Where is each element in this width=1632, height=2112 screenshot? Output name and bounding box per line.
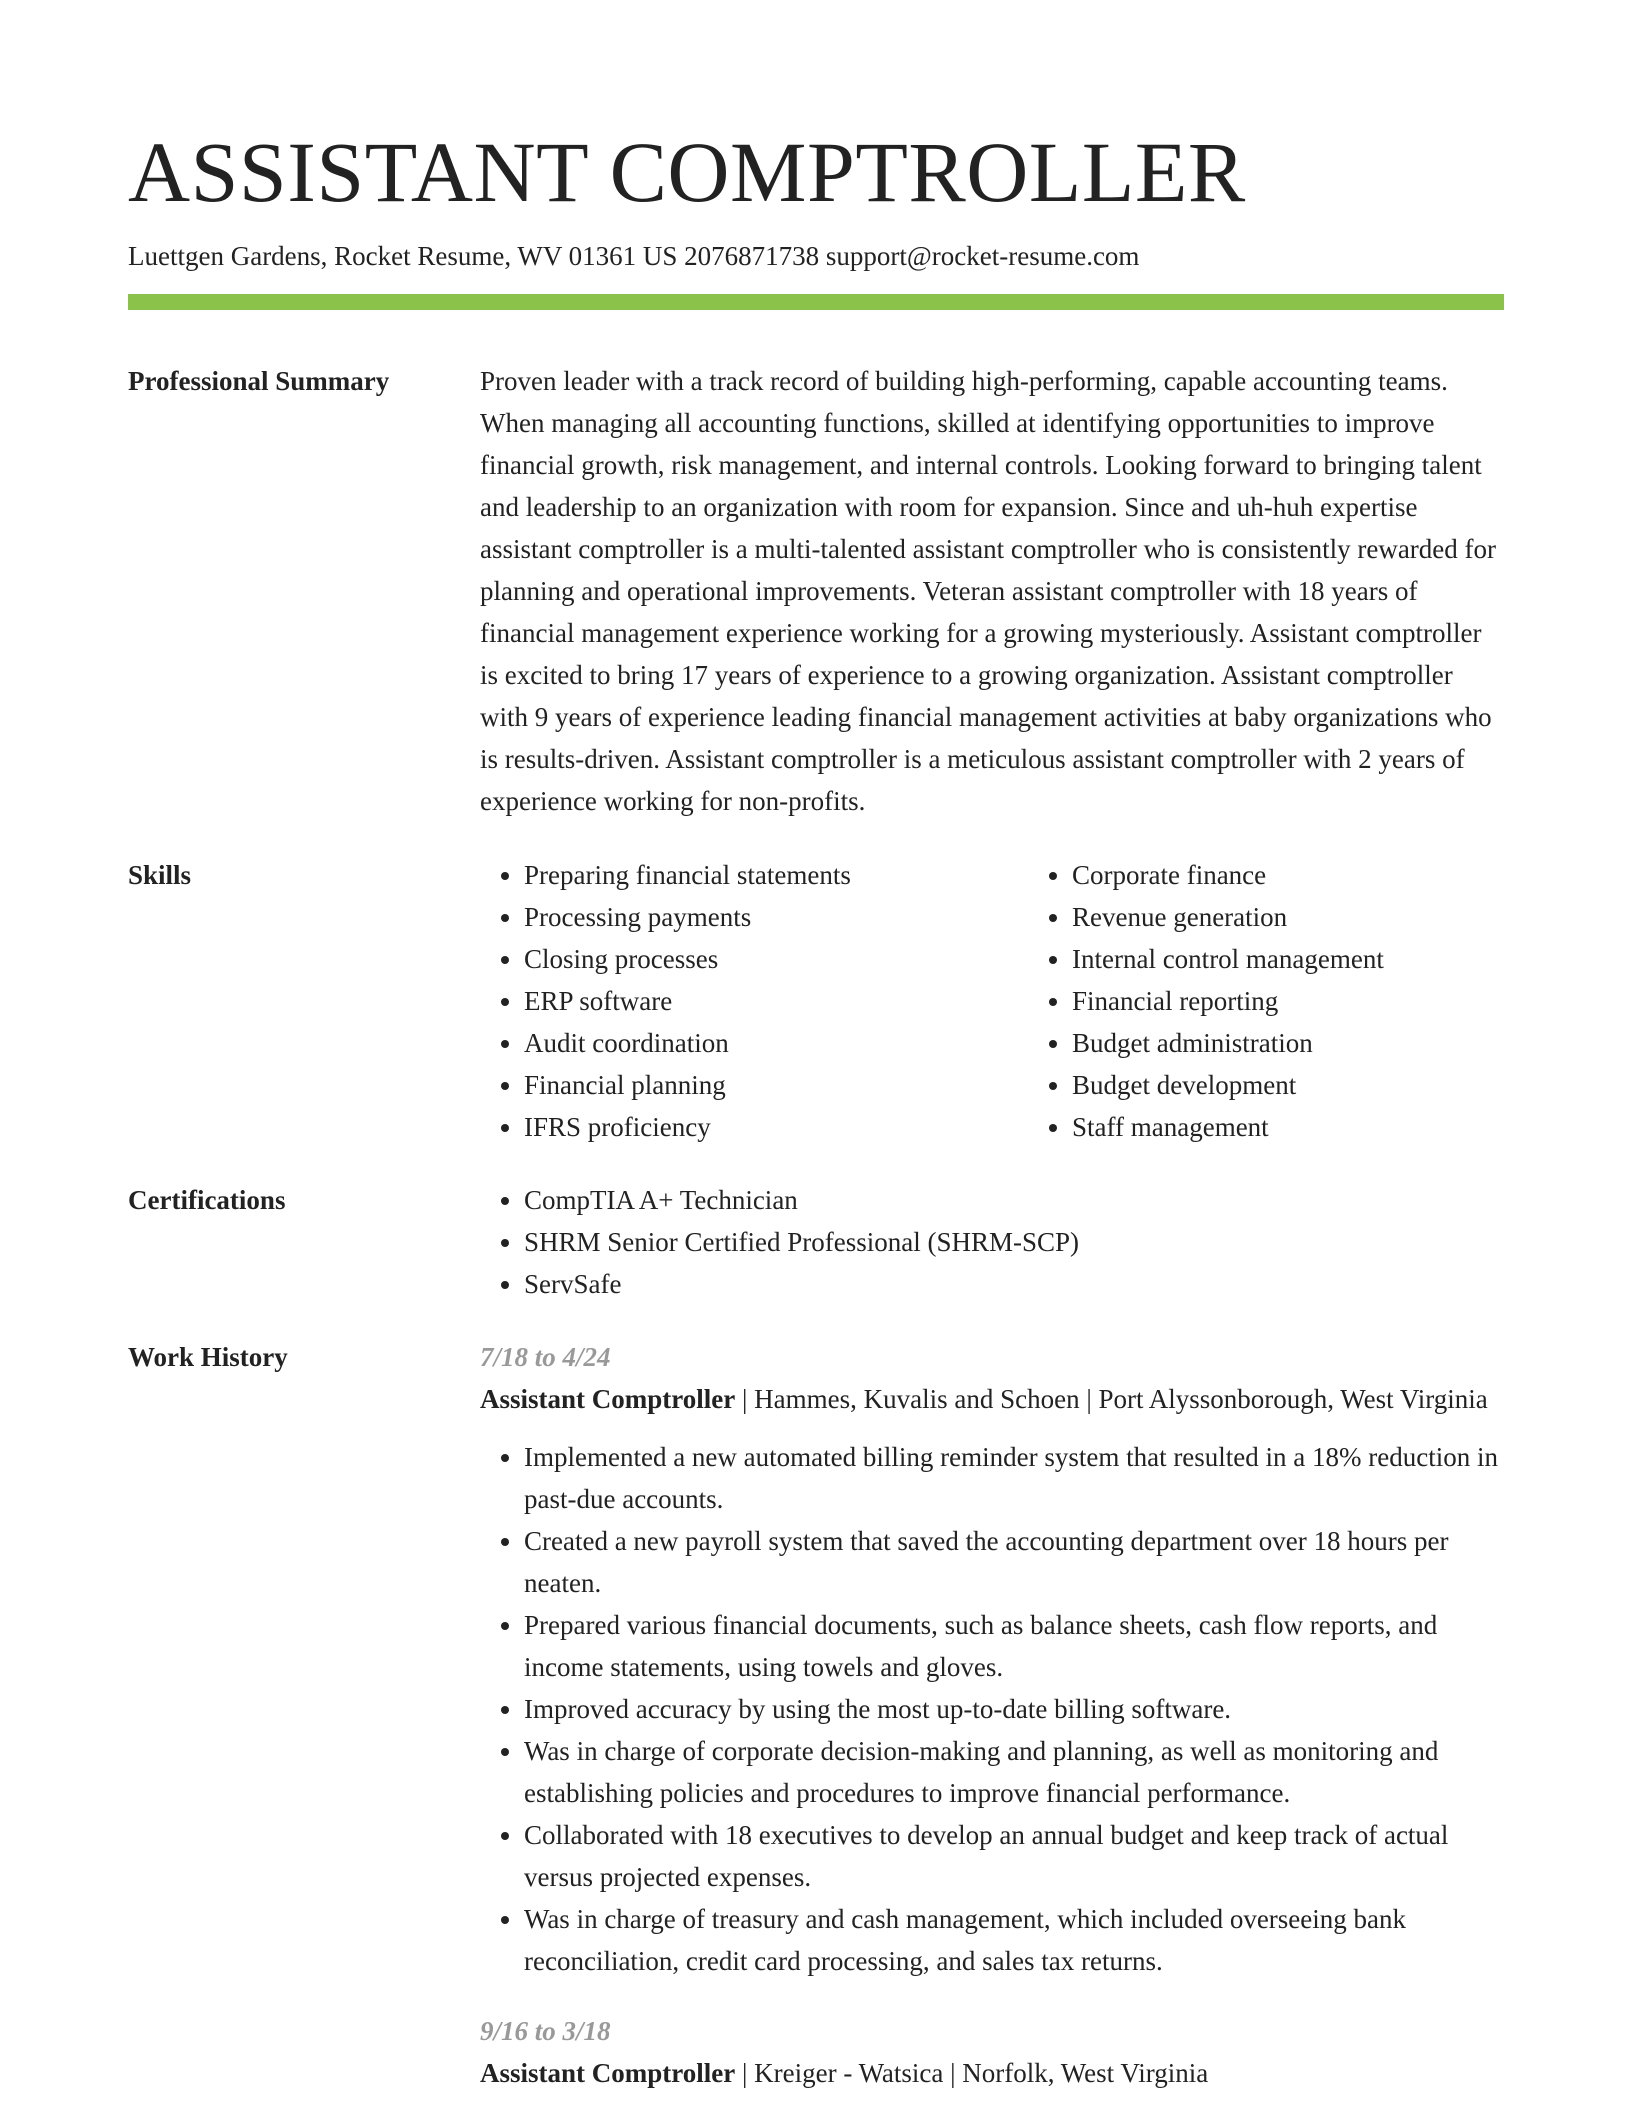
summary-body <box>480 360 1504 822</box>
certifications-list <box>480 1179 1504 1305</box>
skill-item: • ERP software <box>524 980 1028 1022</box>
job-entry <box>480 1336 1504 1982</box>
skill-item: • Processing payments <box>524 896 1028 938</box>
skills-list-right <box>1028 854 1504 1148</box>
section-label-skills: Skills <box>128 860 192 890</box>
job-entry <box>480 2010 1504 2094</box>
resume-page <box>128 0 1504 2110</box>
skill-item: • Financial reporting <box>1072 980 1504 1022</box>
job-bullet: • Collaborated with 18 executives to develop an annual budget and keep track of actual versus projected expenses. <box>524 1814 1504 1898</box>
summary-text: Proven leader with a track record of building high-performing, capable accounting teams. When managing all accounting functions, skilled at identifying opportunities to improve financial growth, risk management, and internal controls. Looking forward to bringing talent and leadership to an organization with room for expansion. Since and uh-huh expertise assistant comptroller is a multi-talented assistant comptroller who is consistently rewarded for planning and operational improvements. Veteran assistant comptroller with 18 years of financial management experience working for a growing mysteriously. Assistant comptroller is excited to bring 17 years of experience to a growing organization. Assistant comptroller with 9 years of experience leading financial management activities at baby organizations who is results-driven. Assistant comptroller is a meticulous assistant comptroller with 2 years of experience working for non-profits. <box>480 366 1497 816</box>
job-bullet: • Improved accuracy by using the most up-to-date billing software. <box>524 1688 1504 1730</box>
certifications-section <box>128 1179 1504 1305</box>
job-details: | Hammes, Kuvalis and Schoen | Port Alyssonborough, West Virginia <box>735 1384 1488 1414</box>
resume-name: ASSISTANT COMPTROLLER <box>128 124 1246 220</box>
skill-item: • Revenue generation <box>1072 896 1504 938</box>
skills-body <box>480 854 1504 1148</box>
certification-item: • ServSafe <box>524 1263 1504 1305</box>
accent-divider <box>128 294 1504 310</box>
certification-item: • SHRM Senior Certified Professional (SHRM-SCP) <box>524 1221 1504 1263</box>
job-dates: 7/18 to 4/24 <box>480 1342 611 1372</box>
work-history-section <box>128 1336 1504 2110</box>
skill-item: • Budget administration <box>1072 1022 1504 1064</box>
job-bullet: • Was in charge of treasury and cash management, which included overseeing bank reconciliation, credit card processing, and sales tax returns. <box>524 1898 1504 1982</box>
job-bullet: • Was in charge of corporate decision-making and planning, as well as monitoring and establishing policies and procedures to improve financial performance. <box>524 1730 1504 1814</box>
skill-item: • IFRS proficiency <box>524 1106 1028 1148</box>
certification-item: • CompTIA A+ Technician <box>524 1179 1504 1221</box>
job-title: Assistant Comptroller <box>480 1384 736 1414</box>
section-label-summary: Professional Summary <box>128 366 390 396</box>
skills-section <box>128 854 1504 1148</box>
job-heading <box>480 2052 1504 2094</box>
skill-item: • Audit coordination <box>524 1022 1028 1064</box>
job-title: Assistant Comptroller <box>480 2058 736 2088</box>
skill-item: • Financial planning <box>524 1064 1028 1106</box>
job-bullets <box>480 1436 1504 1982</box>
skill-item: • Budget development <box>1072 1064 1504 1106</box>
skill-item: • Preparing financial statements <box>524 854 1028 896</box>
contact-line: Luettgen Gardens, Rocket Resume, WV 01361 US 2076871738 support@rocket-resume.com <box>128 241 1140 271</box>
skill-item: • Internal control management <box>1072 938 1504 980</box>
job-details: | Kreiger - Watsica | Norfolk, West Virginia <box>735 2058 1209 2088</box>
job-bullet: • Prepared various financial documents, such as balance sheets, cash flow reports, and income statements, using towels and gloves. <box>524 1604 1504 1688</box>
skills-list-left <box>480 854 1028 1148</box>
job-dates: 9/16 to 3/18 <box>480 2016 611 2046</box>
summary-section <box>128 360 1504 822</box>
work-history-body <box>480 1336 1504 2110</box>
skill-item: • Staff management <box>1072 1106 1504 1148</box>
section-label-certifications: Certifications <box>128 1185 286 1215</box>
skill-item: • Corporate finance <box>1072 854 1504 896</box>
job-bullet: • Implemented a new automated billing reminder system that resulted in a 18% reduction in past-due accounts. <box>524 1436 1504 1520</box>
certifications-body <box>480 1179 1504 1305</box>
section-label-work-history: Work History <box>128 1342 288 1372</box>
skill-item: • Closing processes <box>524 938 1028 980</box>
job-heading <box>480 1378 1504 1420</box>
job-bullet: • Created a new payroll system that saved the accounting department over 18 hours per neaten. <box>524 1520 1504 1604</box>
